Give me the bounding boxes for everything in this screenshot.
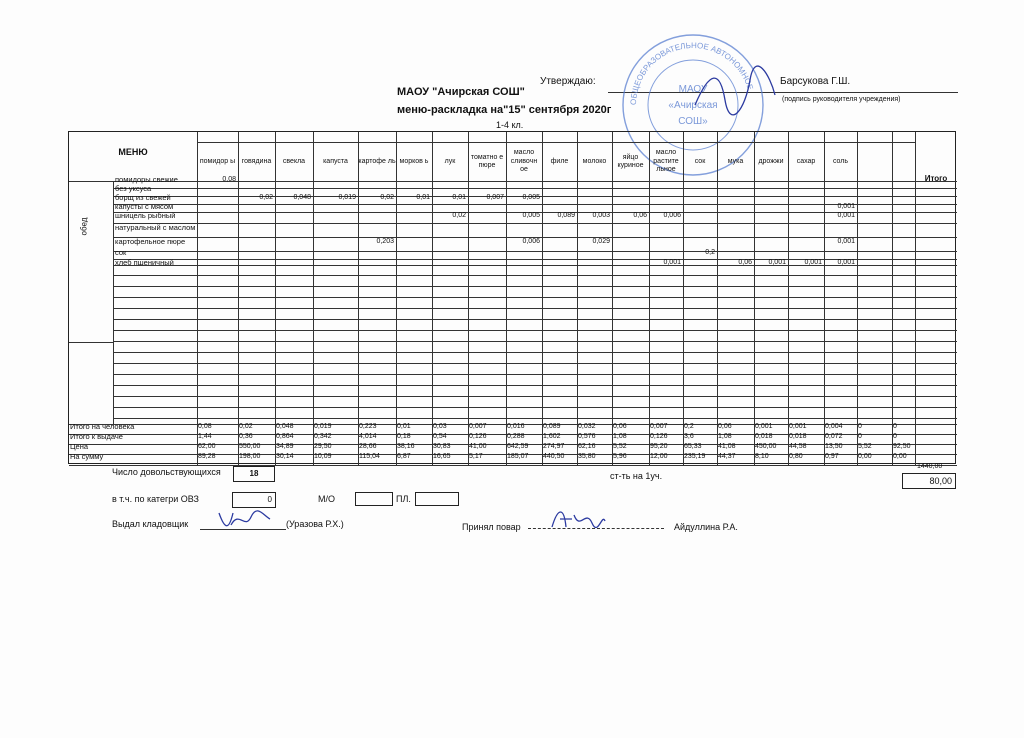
- grid-vline: [113, 181, 114, 424]
- summary-value-cell: 1,602: [543, 433, 561, 440]
- summary-value-cell: 0,223: [359, 423, 377, 430]
- summary-value-cell: 0,019: [314, 423, 332, 430]
- dish-name: шницель рыбный: [115, 211, 176, 220]
- summary-value-cell: 0: [858, 433, 862, 440]
- row-line: [113, 418, 957, 419]
- row-line: [113, 407, 957, 408]
- director-signature: [690, 60, 780, 120]
- dish-name: картофельное пюре: [115, 237, 186, 246]
- row-line: [113, 188, 957, 189]
- summary-value-cell: 0,80: [789, 453, 803, 460]
- stamp-center-top: МАОУ: [678, 84, 708, 95]
- summary-value-cell: 41,08: [718, 443, 736, 450]
- ingredient-column-header: молоко: [582, 157, 607, 165]
- summary-value-cell: 0: [893, 433, 897, 440]
- grid-vline: [358, 132, 359, 465]
- ingredient-column-header: яйцо куриное: [617, 153, 644, 169]
- summary-value-cell: 12,00: [650, 453, 668, 460]
- grid-vline: [468, 132, 469, 465]
- dish-value-cell: 0,005: [522, 194, 540, 201]
- ingredient-column-header: морков ь: [399, 157, 429, 165]
- summary-value-cell: 30,83: [433, 443, 451, 450]
- summary-value-cell: 440,50: [543, 453, 565, 460]
- summary-value-cell: 44,37: [718, 453, 736, 460]
- grid-vline: [717, 132, 718, 465]
- summary-value-cell: 5,17: [469, 453, 483, 460]
- summary-value-cell: 5,52: [613, 443, 627, 450]
- dish-value-cell: 0,006: [522, 238, 540, 245]
- summary-label: Цена: [70, 442, 89, 451]
- summary-value-cell: 1,08: [718, 433, 732, 440]
- summary-value-cell: 92,50: [893, 443, 911, 450]
- grid-vline: [649, 132, 650, 465]
- grid-vline: [506, 132, 507, 465]
- row-line: [113, 374, 957, 375]
- summary-value-cell: 0,03: [433, 423, 447, 430]
- mo-box: [355, 492, 393, 506]
- signature-caption: (подпись руководителя учреждения): [782, 96, 901, 103]
- issued-signature: [215, 505, 275, 533]
- dish-value-cell: 0,007: [486, 194, 504, 201]
- summary-value-cell: 198,00: [239, 453, 261, 460]
- ingredient-column-header: картофе ль: [358, 157, 396, 165]
- dish-value-cell: 0,06: [633, 212, 647, 219]
- received-signature: [548, 505, 608, 533]
- dish-value-cell: 0,001: [837, 238, 855, 245]
- summary-value-cell: 0,001: [789, 423, 807, 430]
- summary-value-cell: 0,016: [507, 423, 525, 430]
- dish-value-cell: 0,06: [738, 259, 752, 266]
- summary-value-cell: 1,08: [613, 433, 627, 440]
- summary-value-cell: 6,87: [397, 453, 411, 460]
- summary-value-cell: 35,80: [578, 453, 596, 460]
- row-line: [113, 297, 957, 298]
- summary-value-cell: 0,2: [684, 423, 694, 430]
- page-title: меню-раскладка на"15" сентября 2020г: [397, 104, 612, 116]
- dish-value-cell: 0,01: [452, 194, 466, 201]
- summary-value-cell: 0,004: [825, 423, 843, 430]
- grid-vline: [577, 132, 578, 465]
- menu-table: [68, 131, 956, 470]
- summary-value-cell: 0,00: [858, 453, 872, 460]
- ingredient-column-header: говядина: [241, 157, 272, 165]
- issued-name: (Уразова Р.Х.): [286, 519, 344, 529]
- ingredient-column-header: филе: [550, 157, 569, 165]
- approver-name: Барсукова Г.Ш.: [780, 76, 851, 87]
- summary-value-cell: 0,007: [650, 423, 668, 430]
- dish-value-cell: 0,048: [293, 194, 311, 201]
- summary-value-cell: 30,14: [276, 453, 294, 460]
- row-line: [113, 330, 957, 331]
- ingredient-column-header: сок: [694, 157, 706, 165]
- ingredient-column-header: свекла: [282, 157, 306, 165]
- dish-name: натуральный с маслом: [115, 223, 196, 232]
- summary-value-cell: 0,864: [276, 433, 294, 440]
- summary-value-cell: 1,44: [198, 433, 212, 440]
- summary-value-cell: 0,018: [755, 433, 773, 440]
- summary-value-cell: 8,10: [755, 453, 769, 460]
- dish-value-cell: 0,02: [452, 212, 466, 219]
- summary-value-cell: 0,288: [507, 433, 525, 440]
- ingredient-column-header: капуста: [323, 157, 348, 165]
- summary-value-cell: 5,96: [613, 453, 627, 460]
- pl-box: [415, 492, 459, 506]
- summary-value-cell: 0,97: [825, 453, 839, 460]
- ingredient-column-header: томатно е пюре: [470, 153, 504, 169]
- summary-value-cell: 41,00: [469, 443, 487, 450]
- dish-value-cell: 0,08: [222, 176, 236, 183]
- section-divider: [69, 342, 113, 343]
- summary-value-cell: 16,65: [433, 453, 451, 460]
- summary-label: Итого на человека: [70, 422, 135, 431]
- row-line: [113, 341, 957, 342]
- summary-value-cell: 95,20: [650, 443, 668, 450]
- summary-value-cell: 0,18: [397, 433, 411, 440]
- mo-label: М/О: [318, 494, 335, 504]
- summary-value-cell: 0,126: [650, 433, 668, 440]
- dish-name: борщ из свежей: [115, 193, 171, 202]
- summary-value-cell: 185,07: [507, 453, 529, 460]
- stamp-center-bot: СОШ»: [678, 116, 708, 127]
- count-value: 18: [233, 466, 275, 482]
- row-line: [113, 319, 957, 320]
- ovz-label: в т.ч. по категри ОВЗ: [112, 494, 199, 504]
- summary-label: На сумму: [70, 452, 104, 461]
- summary-value-cell: 0,018: [789, 433, 807, 440]
- summary-value-cell: 0,001: [755, 423, 773, 430]
- dish-value-cell: 0,01: [416, 194, 430, 201]
- summary-value-cell: 0,54: [433, 433, 447, 440]
- ingredient-column-header: масло сливочн ое: [510, 149, 538, 174]
- summary-value-cell: 0,08: [198, 423, 212, 430]
- dish-value-cell: 0,089: [557, 212, 575, 219]
- summary-value-cell: 13,50: [825, 443, 843, 450]
- grid-vline: [396, 132, 397, 465]
- summary-label: Итого к выдаче: [70, 432, 123, 441]
- dish-value-cell: 0,001: [837, 212, 855, 219]
- summary-value-cell: 0,032: [578, 423, 596, 430]
- cost-value: 80,00: [902, 473, 956, 489]
- summary-value-cell: 274,97: [543, 443, 565, 450]
- row-line: [113, 352, 957, 353]
- received-label: Принял повар: [462, 522, 521, 532]
- summary-value-cell: 89,28: [198, 453, 216, 460]
- summary-value-cell: 34,89: [276, 443, 294, 450]
- ingredient-column-header: помидор ы: [199, 157, 236, 165]
- summary-value-cell: 38,16: [397, 443, 415, 450]
- ingredient-column-header: мука: [727, 157, 744, 165]
- summary-value-cell: 550,00: [239, 443, 261, 450]
- summary-value-cell: 62,00: [198, 443, 216, 450]
- summary-value-cell: 29,50: [314, 443, 332, 450]
- summary-value-cell: 235,19: [684, 453, 706, 460]
- pl-label: ПЛ.: [396, 494, 411, 504]
- dish-value-cell: 0,02: [380, 194, 394, 201]
- summary-value-cell: 0: [893, 423, 897, 430]
- grid-vline: [857, 132, 858, 465]
- summary-value-cell: 3,6: [684, 433, 694, 440]
- dish-name: хлеб пшеничный: [115, 258, 174, 267]
- grid-vline: [788, 132, 789, 465]
- count-label: Число довольствующихся: [112, 467, 221, 477]
- summary-value-cell: 5,52: [858, 443, 872, 450]
- dish-value-cell: 0,203: [376, 238, 394, 245]
- row-line: [113, 385, 957, 386]
- total-header: Итого: [924, 173, 948, 183]
- grid-vline: [824, 132, 825, 465]
- row-line: [113, 308, 957, 309]
- ovz-value: 0: [232, 492, 276, 508]
- section-label: обед: [79, 217, 89, 236]
- stamp-ring-text: ОБЩЕОБРАЗОВАТЕЛЬНОЕ АВТОНОМНОЕ: [628, 40, 755, 106]
- summary-value-cell: 0,36: [239, 433, 253, 440]
- dish-value-cell: 0,006: [663, 212, 681, 219]
- summary-value-cell: 450,00: [755, 443, 777, 450]
- summary-value-cell: 642,59: [507, 443, 529, 450]
- grade-label: 1-4 кл.: [496, 120, 524, 130]
- grid-vline: [754, 132, 755, 465]
- summary-value-cell: 0,06: [718, 423, 732, 430]
- ingredient-column-header: сахар: [796, 157, 816, 165]
- grid-vline: [313, 132, 314, 465]
- ingredient-column-header: соль: [832, 157, 849, 165]
- summary-value-cell: 0,06: [613, 423, 627, 430]
- summary-value-cell: 0: [858, 423, 862, 430]
- grid-vline: [612, 132, 613, 465]
- summary-value-cell: 62,16: [578, 443, 596, 450]
- summary-line: [69, 465, 957, 466]
- grid-vline: [238, 132, 239, 465]
- dish-value-cell: 0,2: [705, 249, 715, 256]
- summary-value-cell: 115,04: [359, 453, 380, 460]
- summary-total-cell: 1440,00: [917, 463, 943, 470]
- summary-value-cell: 4,014: [359, 433, 377, 440]
- stamp-center-mid: «Ачирская: [668, 100, 718, 111]
- summary-value-cell: 0,072: [825, 433, 843, 440]
- summary-value-cell: 0,00: [893, 453, 907, 460]
- ingredient-column-header: дрожжи: [758, 157, 784, 165]
- dish-value-cell: 0,001: [837, 203, 855, 210]
- issued-label: Выдал кладовщик: [112, 519, 189, 529]
- summary-value-cell: 0,576: [578, 433, 596, 440]
- row-line: [113, 223, 957, 224]
- summary-value-cell: 0,007: [469, 423, 487, 430]
- dish-value-cell: 0,001: [837, 259, 855, 266]
- summary-value-cell: 65,33: [684, 443, 702, 450]
- ingredient-column-header: масло растите льное: [653, 149, 679, 174]
- row-line: [113, 275, 957, 276]
- summary-value-cell: 0,01: [397, 423, 411, 430]
- summary-value-cell: 0,342: [314, 433, 332, 440]
- summary-value-cell: 44,58: [789, 443, 807, 450]
- dish-value-cell: 0,02: [259, 194, 273, 201]
- received-name: Айдуллина Р.А.: [674, 522, 738, 532]
- summary-value-cell: 0,048: [276, 423, 294, 430]
- row-line: [113, 286, 957, 287]
- summary-value-cell: 0,089: [543, 423, 561, 430]
- menu-header: МЕНЮ: [118, 146, 148, 157]
- dish-name: без уксуса: [115, 184, 152, 193]
- grid-vline: [542, 132, 543, 465]
- dish-value-cell: 0,001: [804, 259, 822, 266]
- dish-value-cell: 0,001: [768, 259, 786, 266]
- dish-value-cell: 0,003: [592, 212, 610, 219]
- row-line: [113, 363, 957, 364]
- dish-name: капусты с мясом: [115, 202, 174, 211]
- summary-value-cell: 10,09: [314, 453, 332, 460]
- cost-label: ст-ть на 1уч.: [610, 471, 663, 481]
- grid-vline: [275, 132, 276, 465]
- org-name: МАОУ "Ачирская СОШ": [397, 86, 525, 98]
- dish-value-cell: 0,005: [522, 212, 540, 219]
- row-line: [113, 251, 957, 252]
- dish-name: сок: [115, 248, 127, 257]
- summary-value-cell: 0,126: [469, 433, 487, 440]
- summary-value-cell: 28,66: [359, 443, 377, 450]
- row-line: [113, 396, 957, 397]
- ingredient-column-header: лук: [444, 157, 456, 165]
- grid-vline: [432, 132, 433, 465]
- dish-value-cell: 0,001: [663, 259, 681, 266]
- dish-value-cell: 0,019: [338, 194, 356, 201]
- dish-name: помидоры свежие: [115, 175, 178, 184]
- grid-vline: [683, 132, 684, 465]
- grid-vline: [892, 132, 893, 465]
- dish-value-cell: 0,029: [592, 238, 610, 245]
- summary-value-cell: 0,02: [239, 423, 253, 430]
- approve-label: Утверждаю:: [540, 76, 596, 87]
